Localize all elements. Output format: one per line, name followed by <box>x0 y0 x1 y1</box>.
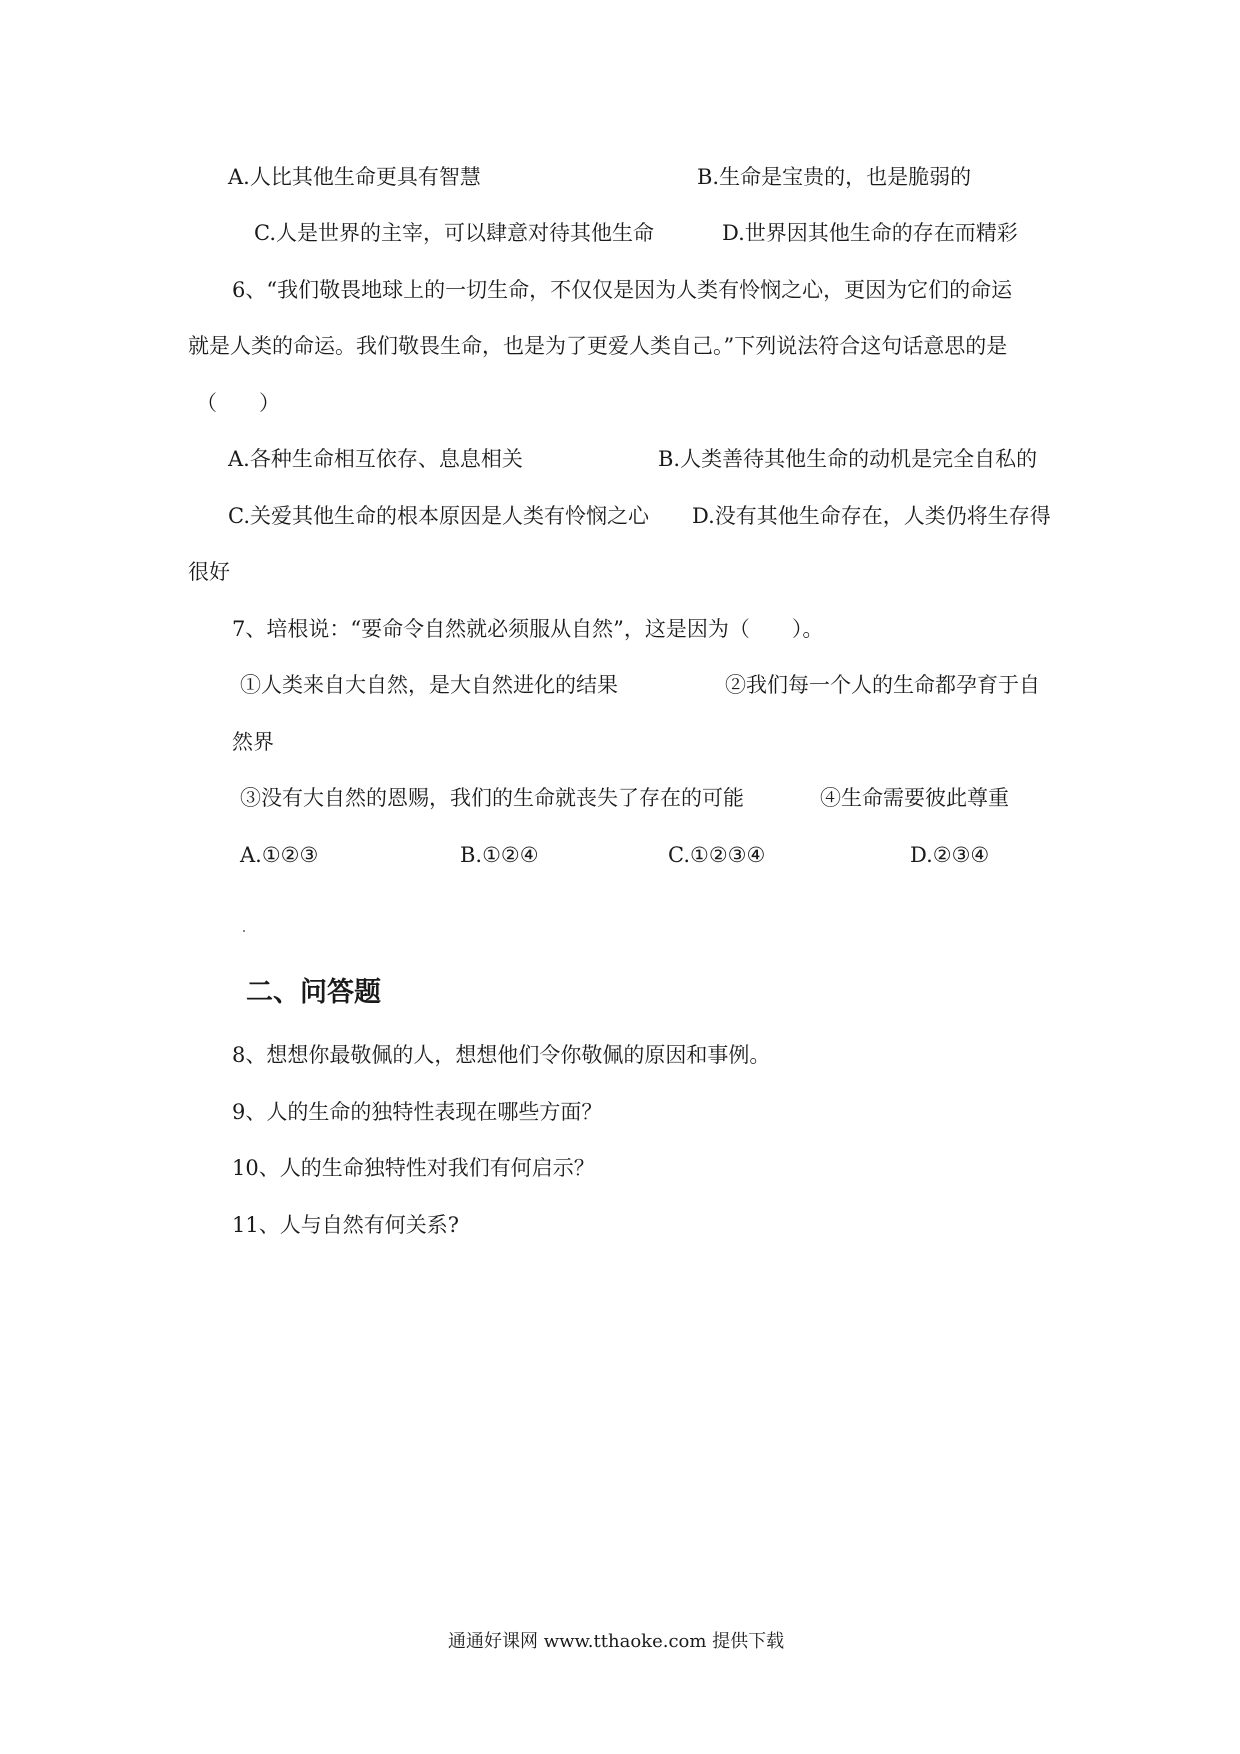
footer-credit: 通通好课网 www.tthaoke.com 提供下载 <box>448 1631 785 1652</box>
q7-item-2-line1: ②我们每一个人的生命都孕育于自 <box>725 673 1040 697</box>
q6-stem-line2: 就是人类的命运。我们敬畏生命，也是为了更爱人类自己。”下列说法符合这句话意思的是 <box>188 334 1008 358</box>
q7-item-1: ①人类来自大自然，是大自然进化的结果 <box>240 673 618 697</box>
q6-option-d-line2: 很好 <box>188 560 230 584</box>
q5-option-d: D.世界因其他生命的存在而精彩 <box>722 221 1018 245</box>
q9-text: 9、人的生命的独特性表现在哪些方面？ <box>232 1100 603 1124</box>
section-heading: 二、问答题 <box>246 977 381 1008</box>
q7-option-d: D.②③④ <box>910 843 990 867</box>
q6-option-b: B.人类善待其他生命的动机是完全自私的 <box>658 447 1038 471</box>
q8-text: 8、想想你最敬佩的人，想想他们令你敬佩的原因和事例。 <box>232 1043 771 1067</box>
q7-item-2-line2: 然界 <box>232 730 274 754</box>
q11-text: 11、人与自然有何关系? <box>232 1213 459 1237</box>
q6-option-a: A.各种生命相互依存、息息相关 <box>228 447 523 471</box>
q10-text: 10、人的生命独特性对我们有何启示？ <box>232 1156 595 1180</box>
q7-stem: 7、培根说：“要命令自然就必须服从自然”，这是因为（ ）。 <box>232 617 824 641</box>
q7-item-4: ④生命需要彼此尊重 <box>820 786 1009 810</box>
q7-option-c: C.①②③④ <box>668 843 766 867</box>
q7-item-3: ③没有大自然的恩赐，我们的生命就丧失了存在的可能 <box>240 786 744 810</box>
q6-option-c: C.关爱其他生命的根本原因是人类有怜悯之心 <box>228 504 649 528</box>
q7-option-b: B.①②④ <box>460 843 539 867</box>
q5-option-a: A.人比其他生命更具有智慧 <box>228 165 481 189</box>
stray-mark <box>243 930 245 932</box>
q7-option-a: A.①②③ <box>240 843 319 867</box>
q6-answer-blank: （ ） <box>196 391 280 415</box>
q5-option-b: B.生命是宝贵的，也是脆弱的 <box>697 165 972 189</box>
q5-option-c: C.人是世界的主宰，可以肆意对待其他生命 <box>254 221 654 245</box>
q6-option-d-line1: D.没有其他生命存在，人类仍将生存得 <box>692 504 1051 528</box>
q6-stem-line1: 6、“我们敬畏地球上的一切生命，不仅仅是因为人类有怜悯之心，更因为它们的命运 <box>232 278 1013 302</box>
